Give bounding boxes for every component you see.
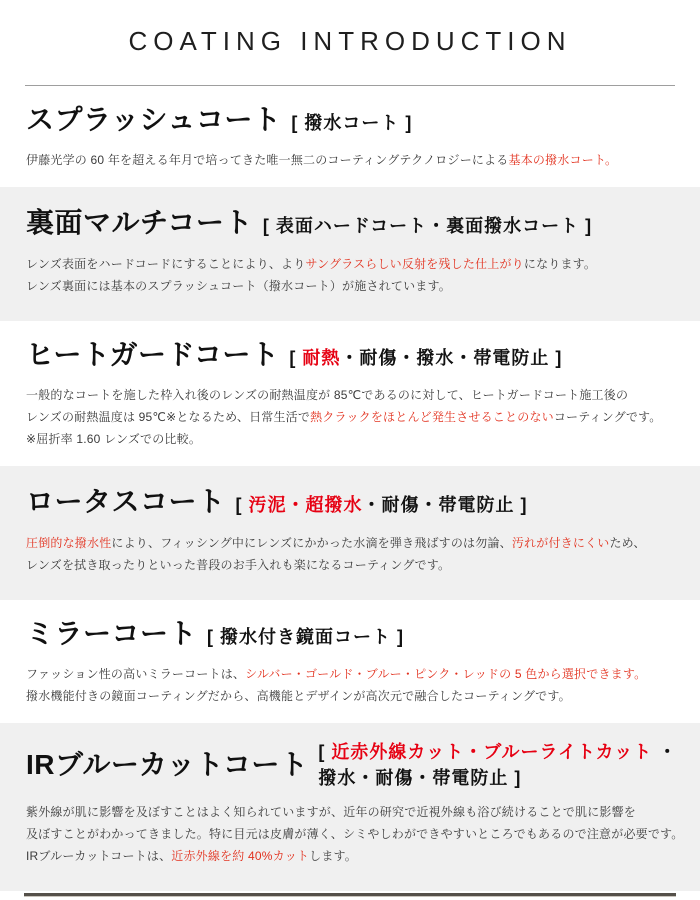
description-text: レンズの耐熱温度は 95℃※となるため、日常生活で (26, 410, 311, 424)
section-subtitle (263, 215, 592, 237)
description-text: 紫外線が肌に影響を及ぼすことはよく知られていますが、近年の研究で近視外線も浴び続けることで肌に影響を (26, 805, 637, 819)
subtitle-text: ・耐傷・帯電防止 ] (362, 495, 528, 515)
description-line (26, 823, 684, 845)
description-text: レンズ表面をハードコードにすることにより、より (26, 257, 306, 271)
subtitle-text: ・ (652, 742, 678, 762)
description-text: により、フィッシング中にレンズにかかった水滴を弾き飛ばすのは勿論、 (111, 536, 512, 550)
section-description (26, 663, 674, 707)
section-splash-coat (0, 86, 700, 187)
description-line (26, 554, 674, 576)
section-rear-multi-coat (0, 187, 700, 321)
description-line (26, 801, 674, 823)
section-heading (26, 739, 678, 791)
subtitle-emphasis: 汚泥・超撥水 (248, 495, 363, 515)
section-subtitle (236, 494, 528, 516)
section-heading (26, 614, 674, 654)
description-text: レンズ裏面には基本のスプラッシュコート（撥水コート）が施されています。 (26, 279, 451, 293)
description-emphasis: 汚れが付きにくい (511, 536, 610, 550)
description-text: レンズを拭き取ったりといった普段のお手入れも楽になるコーティングです。 (26, 558, 451, 572)
description-emphasis: 熱クラックをほとんど発生させることのない (310, 410, 554, 424)
section-lotus-coat (0, 466, 700, 600)
section-title: スプラッシュコート (26, 104, 282, 135)
subtitle-text: [ 表面ハードコート・裏面撥水コート ] (262, 216, 593, 236)
section-subtitle (291, 112, 412, 134)
description-text: 一般的なコートを施した枠入れ後のレンズの耐熱温度が 85℃であるのに対して、ヒートガードコート施工後の (26, 388, 629, 402)
description-text: ため、 (609, 536, 646, 550)
section-description (26, 532, 674, 576)
section-heading (26, 203, 674, 243)
description-line (26, 275, 674, 297)
section-heading (26, 335, 674, 375)
description-line (26, 253, 674, 275)
description-text: になります。 (523, 257, 597, 271)
subtitle-text: [ 撥水付き鏡面コート ] (207, 627, 405, 647)
section-heat-guard-coat (0, 321, 700, 466)
section-title: IRブルーカットコート (26, 749, 309, 780)
bottom-divider-bar (24, 893, 676, 897)
description-text: IRブルーカットコートは、 (26, 849, 172, 863)
section-heading (26, 482, 674, 522)
subtitle-text: [ 撥水コート ] (291, 113, 413, 133)
description-text: 伊藤光学の 60 年を超える年月で培ってきた唯一無二のコーティングテクノロジーによる (26, 153, 509, 167)
subtitle-emphasis: 近赤外線カット・ブルーライトカット (331, 742, 653, 762)
description-emphasis: シルバー・ゴールド・ブルー・ピンク・レッドの 5 色から選択できます。 (245, 667, 647, 681)
description-line (26, 845, 674, 867)
section-subtitle (318, 739, 677, 791)
description-line (26, 406, 674, 428)
section-description (26, 149, 674, 171)
coating-sections (0, 86, 700, 891)
description-emphasis: 基本の撥水コート。 (508, 153, 618, 167)
subtitle-text: [ (235, 495, 249, 515)
description-emphasis: サングラスらしい反射を残した仕上がり (305, 257, 524, 271)
description-line (26, 428, 674, 450)
description-text: 及ぼすことがわかってきました。特に目元は皮膚が薄く、シミやしわができやすいところでもあるので注意が必要です。 (26, 827, 684, 841)
section-mirror-coat (0, 600, 700, 723)
section-title: ミラーコート (26, 618, 198, 649)
description-line (26, 149, 674, 171)
section-ir-blue-cut-coat (0, 723, 700, 891)
description-emphasis: 圧倒的な撥水性 (26, 536, 112, 550)
description-line (26, 532, 674, 554)
description-text: します。 (309, 849, 357, 863)
description-line (26, 384, 674, 406)
section-description (26, 384, 674, 450)
section-title: ヒートガードコート (26, 339, 280, 370)
subtitle-text: 撥水・耐傷・帯電防止 ] (318, 768, 522, 788)
section-subtitle (207, 626, 404, 648)
section-subtitle (289, 347, 562, 369)
section-heading (26, 100, 674, 140)
subtitle-text: [ (289, 348, 303, 368)
subtitle-emphasis: 耐熱 (302, 348, 341, 368)
subtitle-text: ・耐傷・撥水・帯電防止 ] (340, 348, 563, 368)
subtitle-text: [ (318, 742, 332, 762)
description-text: コーティングです。 (553, 410, 662, 424)
description-text: ※屈折率 1.60 レンズでの比較。 (26, 432, 202, 446)
page-title: COATING INTRODUCTION (128, 26, 572, 56)
section-title: ロータスコート (26, 486, 226, 517)
description-emphasis: 近赤外線を約 40%カット (171, 849, 310, 863)
section-description (26, 253, 674, 297)
description-line (26, 663, 674, 685)
section-title: 裏面マルチコート (26, 207, 253, 238)
description-text: ファッション性の高いミラーコートは、 (26, 667, 246, 681)
section-description (26, 801, 684, 867)
description-text: 撥水機能付きの鏡面コーティングだから、高機能とデザインが高次元で融合したコーティングです。 (26, 689, 571, 703)
description-line (26, 685, 674, 707)
